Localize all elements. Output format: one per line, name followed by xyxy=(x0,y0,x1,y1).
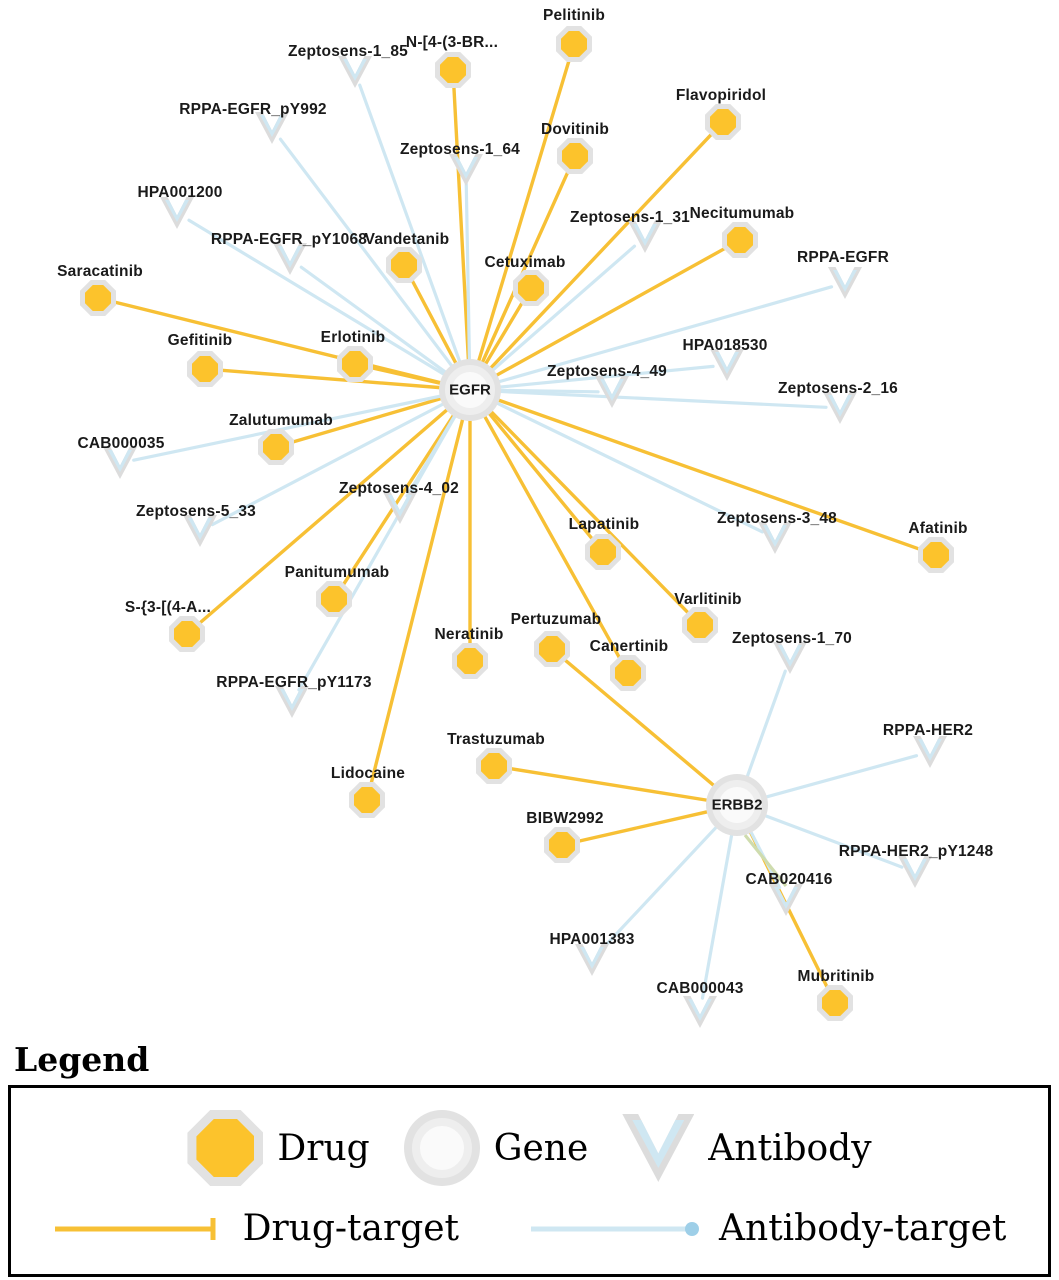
antibody-node-label: HPA001383 xyxy=(549,931,635,948)
drug-node-label: Necitumumab xyxy=(689,205,795,222)
drug-node[interactable] xyxy=(544,827,580,863)
circle-ring-icon xyxy=(404,1110,480,1186)
octagon-icon xyxy=(534,631,570,667)
legend-item-antibody xyxy=(622,1114,871,1182)
drug-node-label: Lapatinib xyxy=(568,516,640,533)
drug-node-label: Flavopiridol xyxy=(675,87,767,104)
legend-label-antibody: Antibody xyxy=(708,1127,872,1169)
antibody-node-label: Zeptosens-1_64 xyxy=(400,141,520,158)
octagon-icon xyxy=(476,748,512,784)
octagon-icon xyxy=(513,270,549,306)
drug-node[interactable] xyxy=(610,655,646,691)
graph-edge xyxy=(508,768,708,800)
drug-node[interactable] xyxy=(476,748,512,784)
antibody-node-label: Zeptosens-4_49 xyxy=(547,363,667,380)
octagon-icon xyxy=(918,537,954,573)
drug-node[interactable] xyxy=(534,631,570,667)
antibody-node-label: Zeptosens-5_33 xyxy=(136,503,256,520)
antibody-node-label: RPPA-EGFR xyxy=(797,249,889,266)
octagon-icon xyxy=(452,643,488,679)
antibody-node-label: Zeptosens-4_02 xyxy=(339,480,459,497)
octagon-icon xyxy=(187,351,223,387)
drug-node[interactable] xyxy=(258,429,294,465)
antibody-node-label: Zeptosens-2_16 xyxy=(778,380,898,397)
drug-node-label: Lidocaine xyxy=(330,765,406,782)
graph-edge xyxy=(766,756,917,797)
chevron-icon xyxy=(913,736,947,768)
octagon-icon xyxy=(610,655,646,691)
drug-node-label: N-[4-(3-BR... xyxy=(405,34,499,51)
octagon-icon xyxy=(187,1110,263,1186)
octagon-icon xyxy=(817,985,853,1021)
drug-node-label: Afatinib xyxy=(908,520,968,537)
legend-label-gene: Gene xyxy=(493,1127,589,1169)
drug-node[interactable] xyxy=(452,643,488,679)
drug-node-label: S-{3-[(4-A... xyxy=(124,599,212,616)
antibody-node[interactable] xyxy=(913,736,947,768)
drug-node-label: Zalutumumab xyxy=(229,412,333,429)
antibody-node-label: RPPA-EGFR_pY1173 xyxy=(216,674,372,691)
gene-node-label: ERBB2 xyxy=(711,796,763,814)
legend-label-antibody-target: Antibody-target xyxy=(719,1208,1007,1249)
drug-node-label: Erlotinib xyxy=(320,329,386,346)
graph-edge xyxy=(491,411,690,615)
octagon-icon xyxy=(682,607,718,643)
octagon-icon xyxy=(544,827,580,863)
drug-node[interactable] xyxy=(349,782,385,818)
drug-node-label: Vandetanib xyxy=(364,231,450,248)
drug-node-label: Canertinib xyxy=(589,638,669,655)
graph-edge xyxy=(491,132,714,368)
drug-node[interactable] xyxy=(722,222,758,258)
drug-node[interactable] xyxy=(705,104,741,140)
graph-edge xyxy=(498,400,923,550)
antibody-node[interactable] xyxy=(828,267,862,299)
drug-node-label: Panitumumab xyxy=(284,564,390,581)
legend-edge-antibody-target xyxy=(529,1208,1006,1249)
drug-node[interactable] xyxy=(386,247,422,283)
legend xyxy=(8,1040,1051,1277)
chevron-icon xyxy=(828,267,862,299)
octagon-icon xyxy=(349,782,385,818)
octagon-icon xyxy=(316,581,352,617)
drug-node[interactable] xyxy=(817,985,853,1021)
antibody-node-label: HPA001200 xyxy=(137,184,223,201)
legend-edge-drug-target xyxy=(53,1208,459,1249)
drug-node-label: Dovitinib xyxy=(540,121,610,138)
drug-node[interactable] xyxy=(556,26,592,62)
drug-node[interactable] xyxy=(80,280,116,316)
legend-label-drug-target: Drug-target xyxy=(242,1208,460,1249)
drug-target-edge-icon xyxy=(53,1214,233,1244)
octagon-icon xyxy=(435,52,471,88)
graph-edge xyxy=(301,267,445,372)
octagon-icon xyxy=(258,429,294,465)
drug-node-label: Cetuximab xyxy=(484,254,566,271)
graph-edge xyxy=(299,416,455,690)
chevron-icon xyxy=(622,1114,694,1182)
drug-node[interactable] xyxy=(585,534,621,570)
drug-node-label: Neratinib xyxy=(434,626,504,643)
octagon-icon xyxy=(722,222,758,258)
antibody-node-label: Zeptosens-1_85 xyxy=(288,43,408,60)
graph-edge xyxy=(747,671,785,777)
octagon-icon xyxy=(557,138,593,174)
drug-node[interactable] xyxy=(513,270,549,306)
octagon-icon xyxy=(705,104,741,140)
octagon-icon xyxy=(80,280,116,316)
legend-title: Legend xyxy=(14,1040,150,1079)
antibody-node-label: RPPA-HER2_pY1248 xyxy=(838,843,994,860)
drug-node[interactable] xyxy=(435,52,471,88)
legend-item-drug xyxy=(187,1110,369,1186)
drug-node[interactable] xyxy=(316,581,352,617)
gene-node-label: EGFR xyxy=(449,381,491,399)
drug-node[interactable] xyxy=(918,537,954,573)
drug-node[interactable] xyxy=(337,346,373,382)
drug-node[interactable] xyxy=(169,616,205,652)
antibody-node-label: Zeptosens-3_48 xyxy=(717,510,837,527)
legend-label-drug: Drug xyxy=(277,1127,370,1169)
drug-node-label: Gefitinib xyxy=(167,332,233,349)
drug-node-label: Pertuzumab xyxy=(510,611,602,628)
antibody-node-label: CAB020416 xyxy=(745,871,833,888)
chevron-icon xyxy=(683,996,717,1028)
octagon-icon xyxy=(585,534,621,570)
octagon-icon xyxy=(169,616,205,652)
antibody-node-label: HPA018530 xyxy=(682,337,768,354)
drug-node[interactable] xyxy=(682,607,718,643)
drug-node-label: Trastuzumab xyxy=(447,731,545,748)
antibody-node-label: Zeptosens-1_31 xyxy=(570,209,690,226)
antibody-node-label: RPPA-EGFR_pY992 xyxy=(179,101,327,118)
legend-box xyxy=(8,1085,1051,1277)
antibody-node-label: RPPA-EGFR_pY1068 xyxy=(210,231,368,248)
drug-node[interactable] xyxy=(557,138,593,174)
antibody-node-label: CAB000035 xyxy=(77,435,165,452)
antibody-node-label: RPPA-HER2 xyxy=(882,722,974,739)
drug-node-label: Varlitinib xyxy=(674,591,742,608)
antibody-node-label: Zeptosens-1_70 xyxy=(732,630,852,647)
antibody-node-label: CAB000043 xyxy=(656,980,744,997)
drug-node-label: BIBW2992 xyxy=(526,810,604,827)
antibody-target-edge-icon xyxy=(529,1214,709,1244)
octagon-icon xyxy=(556,26,592,62)
antibody-node[interactable] xyxy=(683,996,717,1028)
octagon-icon xyxy=(386,247,422,283)
drug-node-label: Mubritinib xyxy=(797,968,875,985)
legend-item-gene xyxy=(404,1110,589,1186)
drug-node-label: Pelitinib xyxy=(542,7,606,24)
graph-edge xyxy=(369,367,441,383)
drug-node-label: Saracatinib xyxy=(57,263,143,280)
octagon-icon xyxy=(337,346,373,382)
graph-edge xyxy=(702,835,731,999)
drug-node[interactable] xyxy=(187,351,223,387)
